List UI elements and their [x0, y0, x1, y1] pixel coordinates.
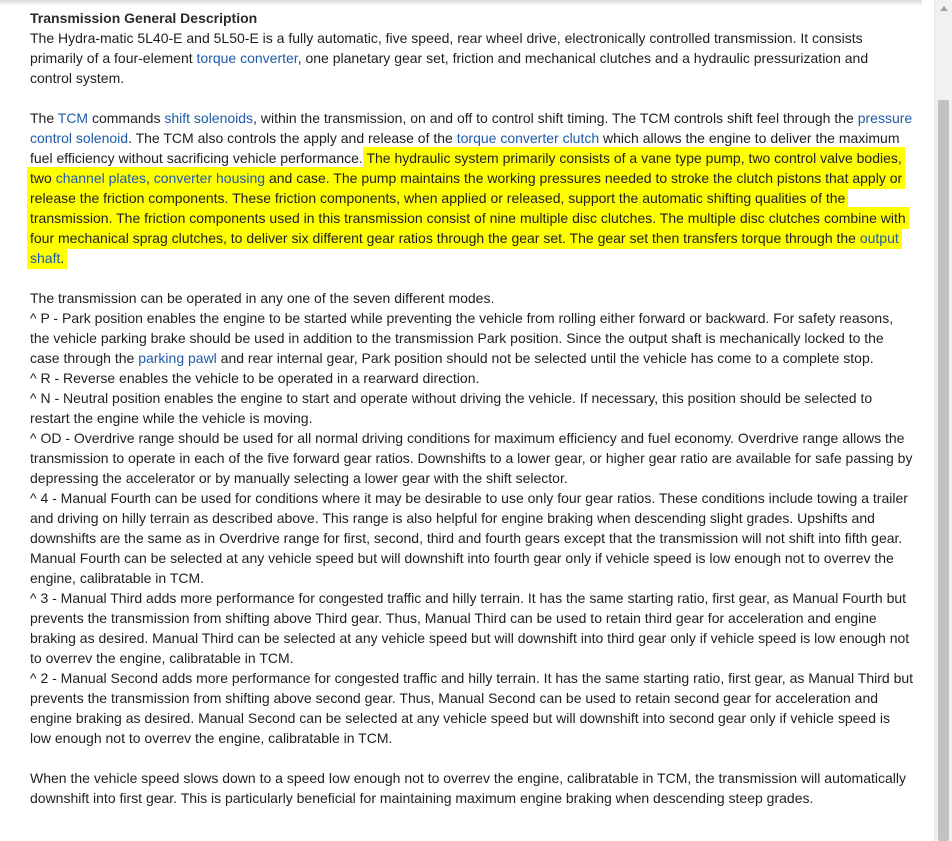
text: and rear internal gear, Park position should not be selected until the vehicle has come to a complete stop. [216, 350, 874, 366]
link-parking-pawl[interactable]: parking pawl [138, 350, 217, 366]
mode-park [30, 308, 914, 368]
text: The Hydra-matic 5L40-E and 5L50-E is a fully automatic, five speed, rear wheel drive, electronically controlled transmission. It consists primarily of a four-element [30, 30, 863, 66]
link-converter-housing[interactable]: converter housing [153, 170, 266, 186]
mode-overdrive: ^ OD - Overdrive range should be used for all normal driving conditions for maximum efficiency and fuel economy. Overdrive range allows the transmission to operate in each of the five forward gear ratios. Downshifts to a lower gear, or higher gear ratio are available for safe passing by depressing the accelerator or by manually selecting a lower gear with the shift selector. [30, 430, 913, 486]
highlighted-text [30, 150, 906, 266]
text: The [30, 110, 58, 126]
link-pressure-control-solenoid[interactable]: pressure control solenoid [30, 110, 913, 146]
paragraph-downshift: When the vehicle speed slows down to a speed low enough not to overrev the engine, calibratable in TCM, the transmission will automatically downshift into first gear. This is particularly beneficial for maintaining maximum engine braking when descending steep grades. [30, 770, 906, 806]
paragraph-tcm [30, 108, 914, 268]
link-torque-converter-clutch[interactable]: torque converter clutch [456, 130, 600, 146]
text: and case. The pump maintains the working pressures needed to stroke the clutch pistons that apply or release the friction components. These friction components, when applied or released, support the automatic shifting qualities of the transmission. The friction components used in this transmission consist of nine multiple disc clutches. The multiple disc clutches combine with four mechanical sprag clutches, to deliver six different gear ratios through the gear set. The gear set then transfers torque through the [30, 170, 906, 246]
scroll-up-button[interactable] [935, 0, 952, 17]
section-title: Transmission General Description [30, 10, 258, 26]
mode-neutral: ^ N - Neutral position enables the engine to start and operate without driving the vehicle. If necessary, this position should be selected to restart the engine while the vehicle is moving. [30, 390, 873, 426]
document-body [30, 8, 914, 808]
text: . The TCM also controls the apply and release of the [128, 130, 457, 146]
link-torque-converter[interactable]: torque converter [196, 50, 298, 66]
link-shift-solenoids[interactable]: shift solenoids [164, 110, 254, 126]
paragraph-overview [30, 28, 914, 88]
link-channel-plates[interactable]: channel plates [55, 170, 146, 186]
text: ^ P - Park position enables the engine to be started while preventing the vehicle from rolling either forward or backward. For safety reasons, the vehicle parking brake should be used in addition to the transmission Park position. Since the output shaft is mechanically locked to the case through the [30, 310, 894, 366]
scrollbar-thumb[interactable] [938, 100, 949, 841]
text: commands [88, 110, 165, 126]
mode-manual-third: ^ 3 - Manual Third adds more performance for congested traffic and hilly terrain. It has the same starting ratio, first gear, as Manual Fourth but prevents the transmission from shifting above Third gear. Thus, Manual Third can be used to retain third gear for acceleration and engine braking as desired. Manual Third can be selected at any vehicle speed but will downshift into third gear only if vehicle speed is low enough not to overrev the engine, calibratable in TCM. [30, 590, 910, 666]
text: , within the transmission, on and off to control shift timing. The TCM controls shift feel through the [253, 110, 858, 126]
spacer [30, 268, 914, 288]
text: . [60, 250, 65, 266]
text: which allows the engine to deliver the maximum fuel efficiency without sacrificing vehicle performance. [30, 130, 900, 166]
mode-manual-second: ^ 2 - Manual Second adds more performance for congested traffic and hilly terrain. It has the same starting ratio, first gear, as Manual Third but prevents the transmission from shifting above second gear. Thus, Manual Second can be used to retain second gear for acceleration and engine braking as desired. Manual Second can be selected at any vehicle speed but will downshift into second gear only if vehicle speed is low enough not to overrev the engine, calibratable in TCM. [30, 670, 914, 746]
link-tcm[interactable]: TCM [57, 110, 89, 126]
spacer [30, 88, 914, 108]
text: The hydraulic system primarily consists of a vane type pump, two control valve bodies, two [30, 150, 902, 186]
arrow-up-icon [940, 6, 948, 11]
mode-reverse: ^ R - Reverse enables the vehicle to be operated in a rearward direction. [30, 370, 480, 386]
text: , one planetary gear set, friction and mechanical clutches and a hydraulic pressurization and control system. [30, 50, 869, 86]
text: , [145, 170, 154, 186]
mode-manual-fourth: ^ 4 - Manual Fourth can be used for conditions where it may be desirable to use only four gear ratios. These conditions include towing a trailer and driving on hilly terrain as described above. This range is also helpful for engine braking when descending slight grades. Upshifts and downshifts are the same as in Overdrive range for first, second, third and fourth gears except that the transmission will not shift into fifth gear. Manual Fourth can be selected at any vehicle speed but will downshift into fourth gear only if vehicle speed is low enough not to overrev the engine, calibratable in TCM. [30, 490, 908, 586]
top-shadow [0, 0, 922, 6]
spacer [30, 748, 914, 768]
modes-intro: The transmission can be operated in any one of the seven different modes. [30, 290, 495, 306]
link-output-shaft[interactable]: output shaft [30, 230, 899, 266]
vertical-scrollbar[interactable] [934, 0, 952, 841]
